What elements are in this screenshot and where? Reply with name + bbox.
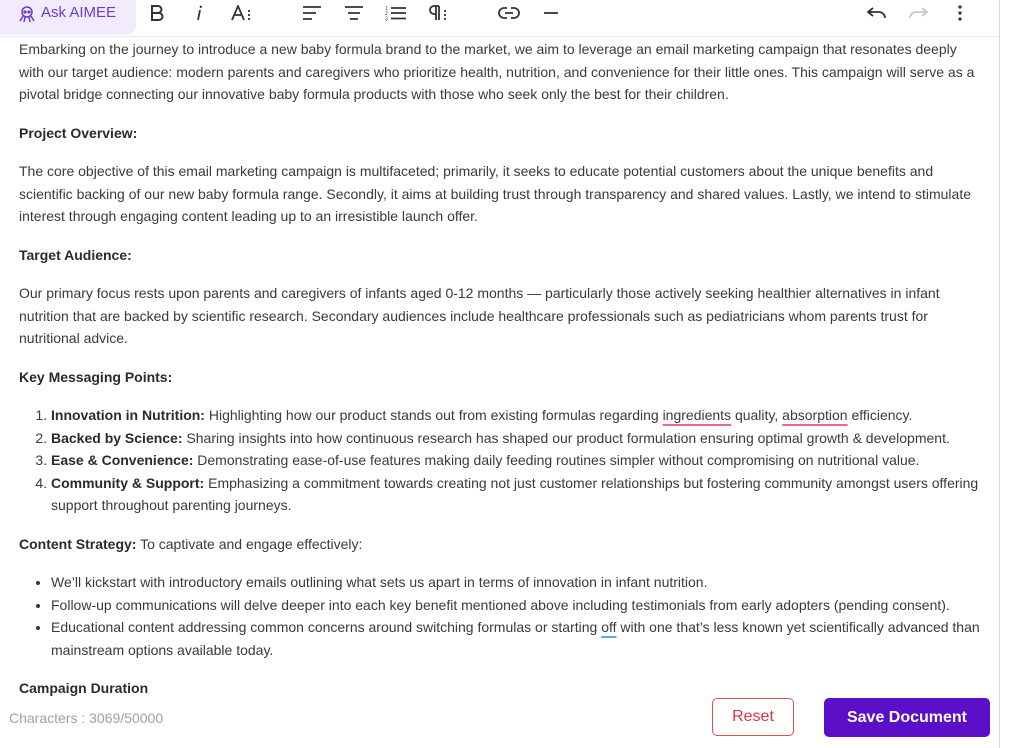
list-item (51, 616, 984, 661)
svg-text:1: 1 (385, 6, 388, 12)
svg-text:3: 3 (385, 16, 388, 21)
spelling-flag[interactable]: ingredients (662, 407, 732, 423)
strategy-list (19, 571, 984, 661)
overview-paragraph: The core objective of this email marketing campaign is multifaceted; primarily, it seeks to educate potential customers about the unique benefits and scientific backing of our new baby formula range. Secondly, it aims at building trust through transparency and shared values. Lastly, we intend to stimulate interest through engaging content leading up to an irresistible launch offer. (19, 163, 971, 224)
editor-footer (0, 696, 999, 748)
ask-aimee-label: Ask AIMEE (41, 4, 117, 21)
paragraph-icon (427, 5, 449, 21)
messaging-list (19, 404, 984, 517)
bold-icon (150, 5, 164, 21)
document-body[interactable] (19, 38, 984, 700)
strategy-heading: Content Strategy: (19, 535, 137, 552)
duration-heading: Campaign Duration (19, 680, 149, 696)
list-item-title: Ease & Convenience: (51, 452, 194, 468)
intro-paragraph: Embarking on the journey to introduce a new baby formula brand to the market, we aim to leverage an email marketing campaign that resonates deeply with our target audience: modern parents and caregivers who prioritize health, nutrition, and convenience for their little ones. This campaign will serve as a pivotal bridge connecting our innovative baby formula products with those who seek only the best for their children. (19, 41, 975, 102)
text-size-icon (231, 5, 253, 21)
list-item-title: Backed by Science: (51, 429, 183, 446)
strategy-paragraph (19, 533, 984, 556)
italic-icon (194, 5, 204, 21)
list-item-text: with one that’s less known yet scientifically advanced than mainstream options available today. (51, 619, 980, 658)
grammar-flag[interactable]: off (601, 619, 617, 635)
list-item-text: Sharing insights into how continuous research has shaped our product formulation ensuring optimal growth & development. (182, 429, 950, 446)
link-button[interactable] (497, 0, 521, 26)
list-item: • Follow-up communications will delve deeper into each key benefit mentioned above including testimonials from early adopters (pending consent). (51, 594, 984, 617)
list-item-text: Highlighting how our product stands out from existing formulas regarding (204, 407, 663, 423)
align-left-icon (302, 6, 322, 20)
ask-aimee-button[interactable] (0, 0, 136, 35)
messaging-heading: Key Messaging Points: (19, 368, 173, 385)
undo-button[interactable] (864, 0, 890, 26)
more-options-button[interactable] (950, 0, 970, 26)
overview-heading: Project Overview: (19, 124, 138, 141)
paragraph-button[interactable] (426, 0, 450, 26)
text-size-button[interactable] (229, 0, 255, 26)
list-item (51, 472, 984, 517)
save-document-button[interactable]: Save Document (824, 698, 990, 737)
undo-icon (866, 6, 888, 20)
robot-icon (17, 4, 37, 26)
editor-toolbar (0, 0, 999, 37)
redo-button[interactable] (905, 0, 931, 26)
align-center-icon (344, 6, 364, 20)
list-item (51, 404, 984, 427)
audience-heading: Target Audience: (19, 246, 132, 263)
align-center-button[interactable] (342, 0, 366, 26)
italic-button[interactable] (188, 0, 210, 26)
list-item (51, 449, 984, 472)
spelling-flag[interactable]: absorption (782, 407, 848, 423)
audience-paragraph: Our primary focus rests upon parents and caregivers of infants aged 0-12 months — particularly those actively seeking healthier alternatives in infant nutrition that are backed by scientific research. Secondary audiences include healthcare professionals such as pediatricians whom parents trust for nutritional advice. (19, 285, 940, 346)
horizontal-rule-icon (543, 11, 559, 15)
list-item-title: Innovation in Nutrition: (51, 407, 205, 423)
list-item-text: Demonstrating ease-of-use features making daily feeding routines simpler without compromising on nutritional value. (193, 452, 920, 468)
align-left-button[interactable] (300, 0, 324, 26)
reset-button[interactable]: Reset (712, 698, 794, 736)
list-item-text: quality, (731, 407, 783, 423)
list-item-title: Community & Support: (51, 474, 205, 491)
strategy-intro: To captivate and engage effectively: (136, 535, 363, 552)
list-item-text: Educational content addressing common concerns around switching formulas or starting (51, 619, 602, 635)
redo-icon (907, 6, 929, 20)
character-count: Characters : 3069/50000 (9, 710, 164, 726)
list-item-text: efficiency. (847, 407, 913, 423)
list-item (51, 427, 984, 450)
bold-button[interactable] (145, 0, 169, 26)
numbered-list-icon (385, 5, 407, 21)
horizontal-rule-button[interactable] (540, 0, 562, 26)
more-vertical-icon (958, 5, 962, 21)
list-item: • We’ll kickstart with introductory emails outlining what sets us apart in terms of innovation in infant nutrition. (51, 571, 984, 594)
list-item-text: Emphasizing a commitment towards creating not just customer relationships but fostering community amongst users offering support throughout parenting journeys. (51, 474, 979, 513)
link-icon (498, 7, 520, 19)
numbered-list-button[interactable] (384, 0, 408, 26)
svg-text:2: 2 (385, 11, 388, 17)
